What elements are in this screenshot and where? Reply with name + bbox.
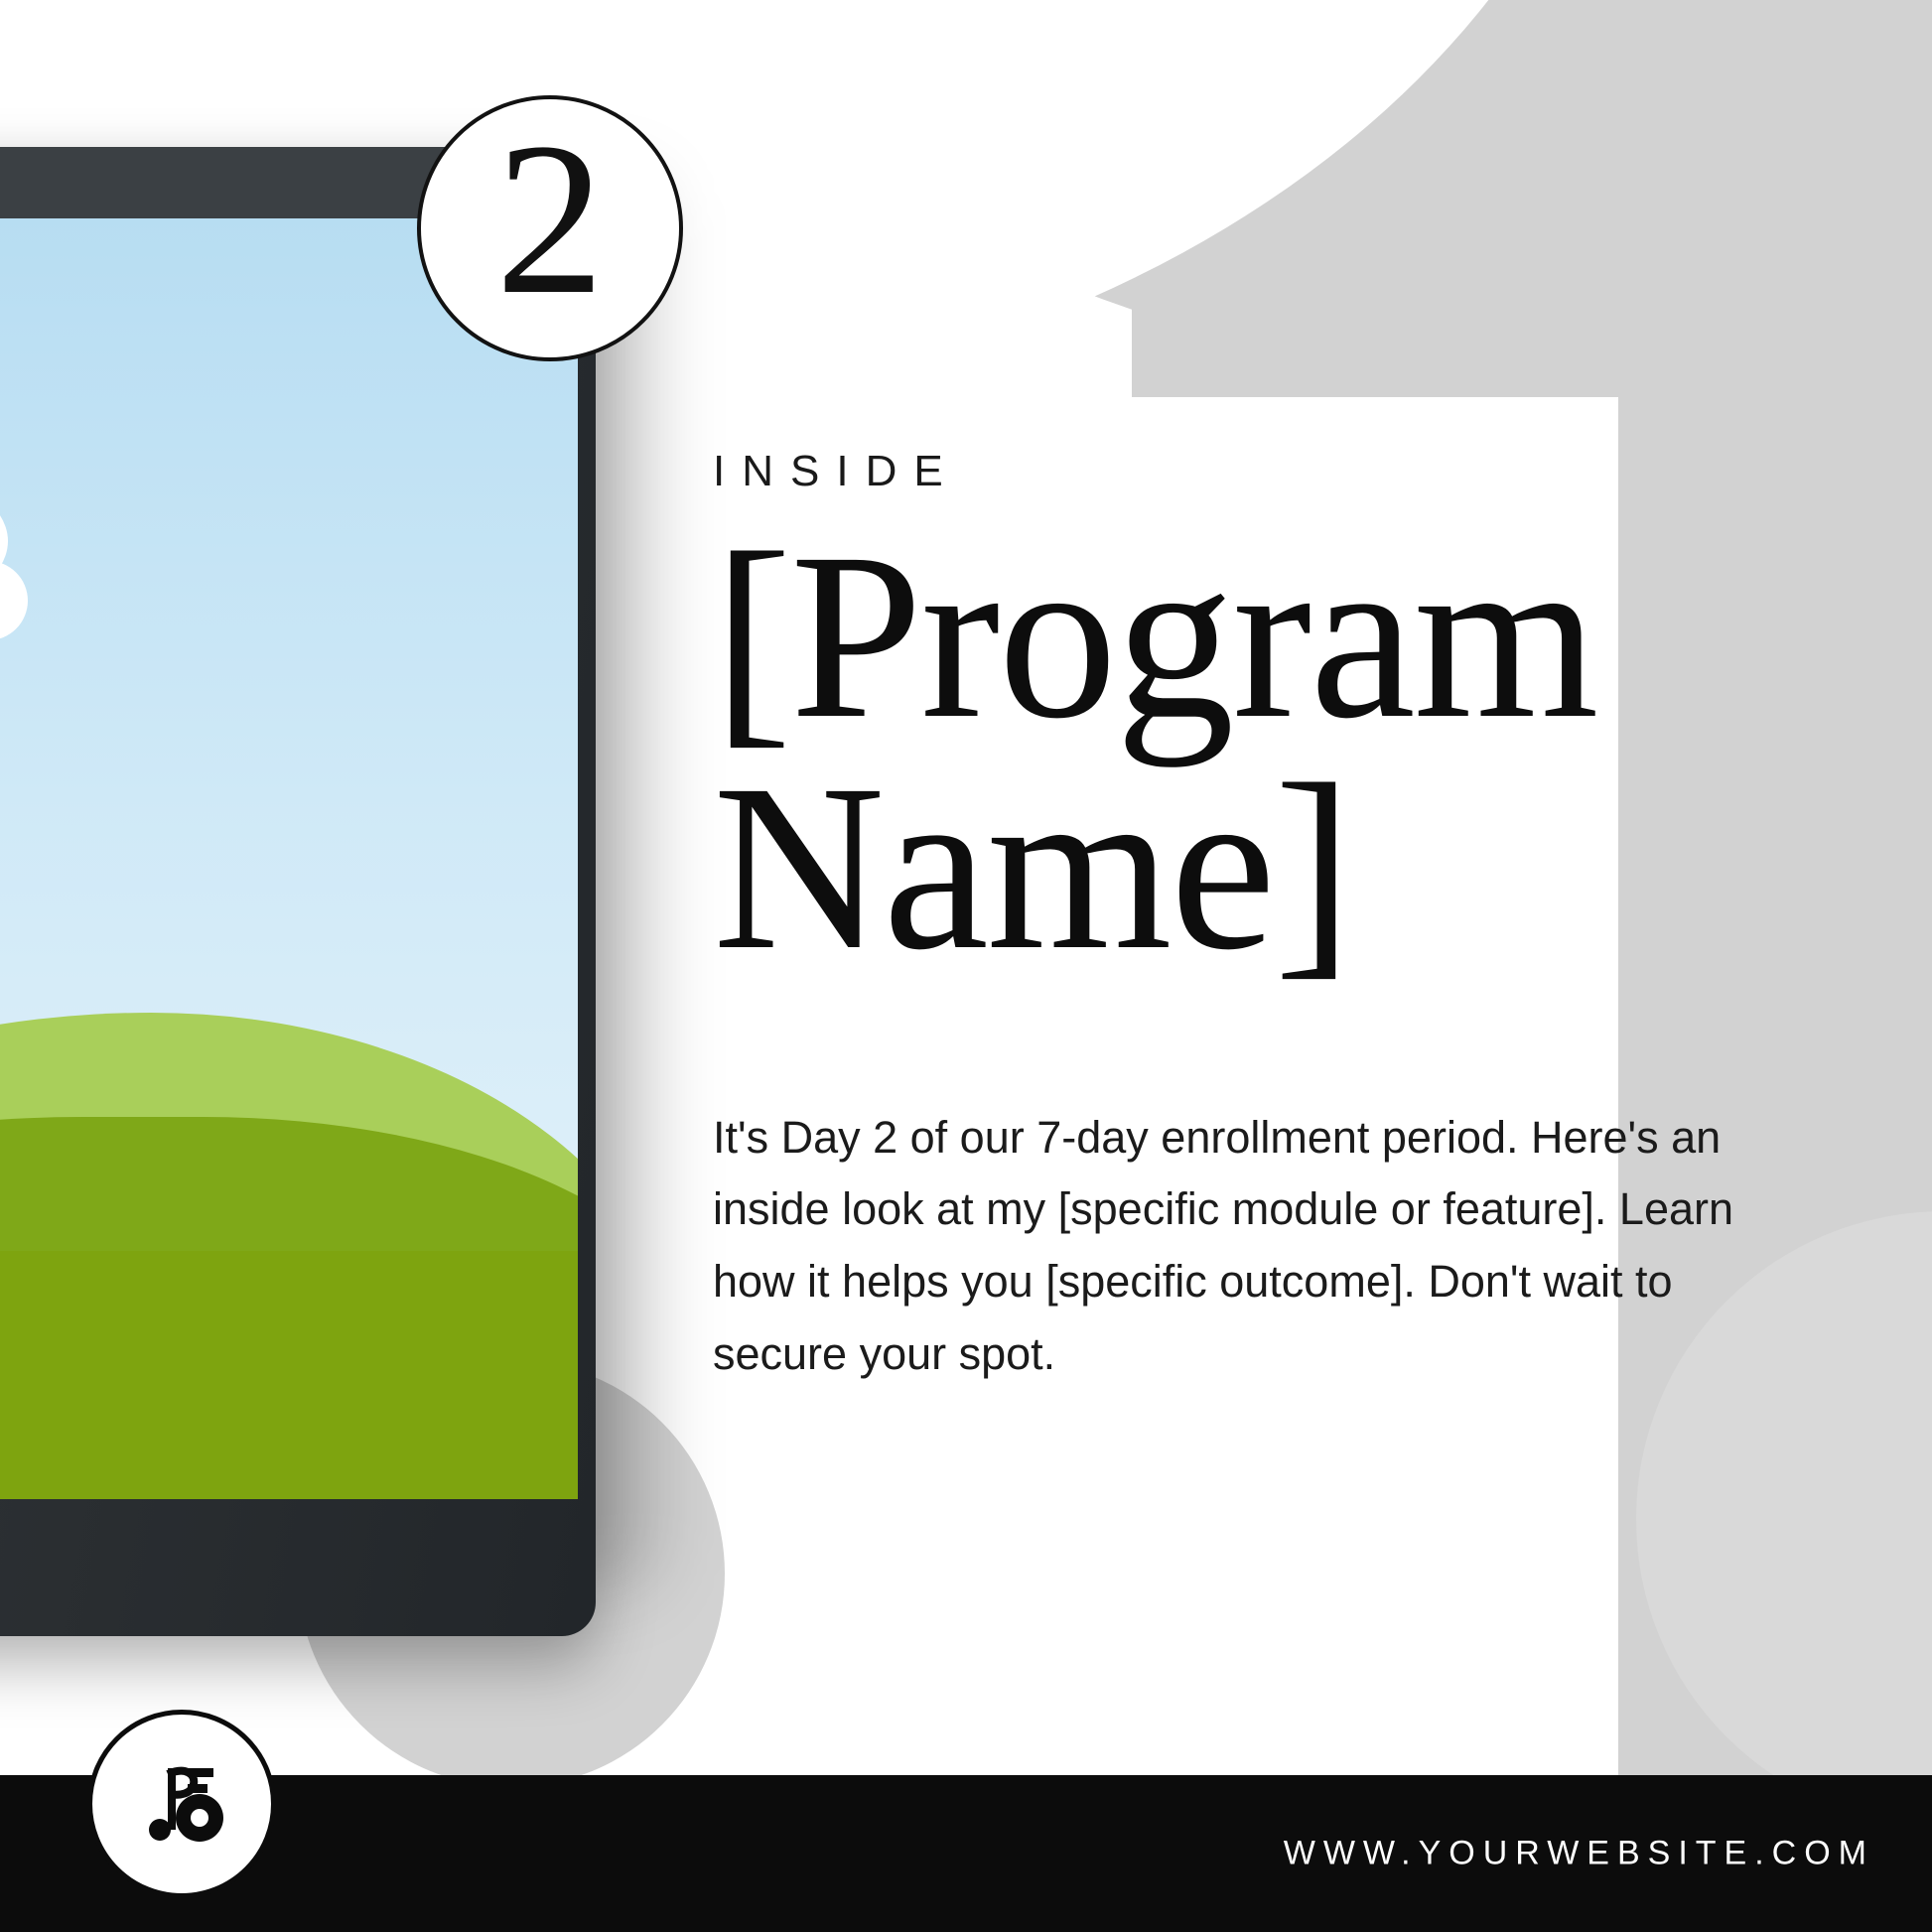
hill-foreground-green	[0, 1251, 578, 1499]
step-number-label: 2	[495, 97, 605, 340]
body-paragraph: It's Day 2 of our 7-day enrollment period. Here's an inside look at my [specific module or feature]. Learn how it helps you [specific outcome]. Don't wait to secure your spot.	[713, 1111, 1734, 1380]
step-number-badge	[417, 95, 683, 361]
monogram-icon	[122, 1744, 241, 1863]
tablet-screen	[0, 218, 578, 1499]
eyebrow-label: INSIDE	[713, 447, 960, 495]
headline-line-1: [Program	[713, 503, 1597, 767]
headline-line-2: Name]	[713, 734, 1351, 999]
website-url[interactable]: WWW.YOURWEBSITE.COM	[1283, 1834, 1874, 1872]
footer-bar	[0, 1775, 1932, 1932]
page-title	[713, 503, 1716, 999]
text-column	[713, 447, 1734, 1391]
tablet-device	[0, 147, 596, 1636]
brand-logo	[87, 1710, 276, 1898]
